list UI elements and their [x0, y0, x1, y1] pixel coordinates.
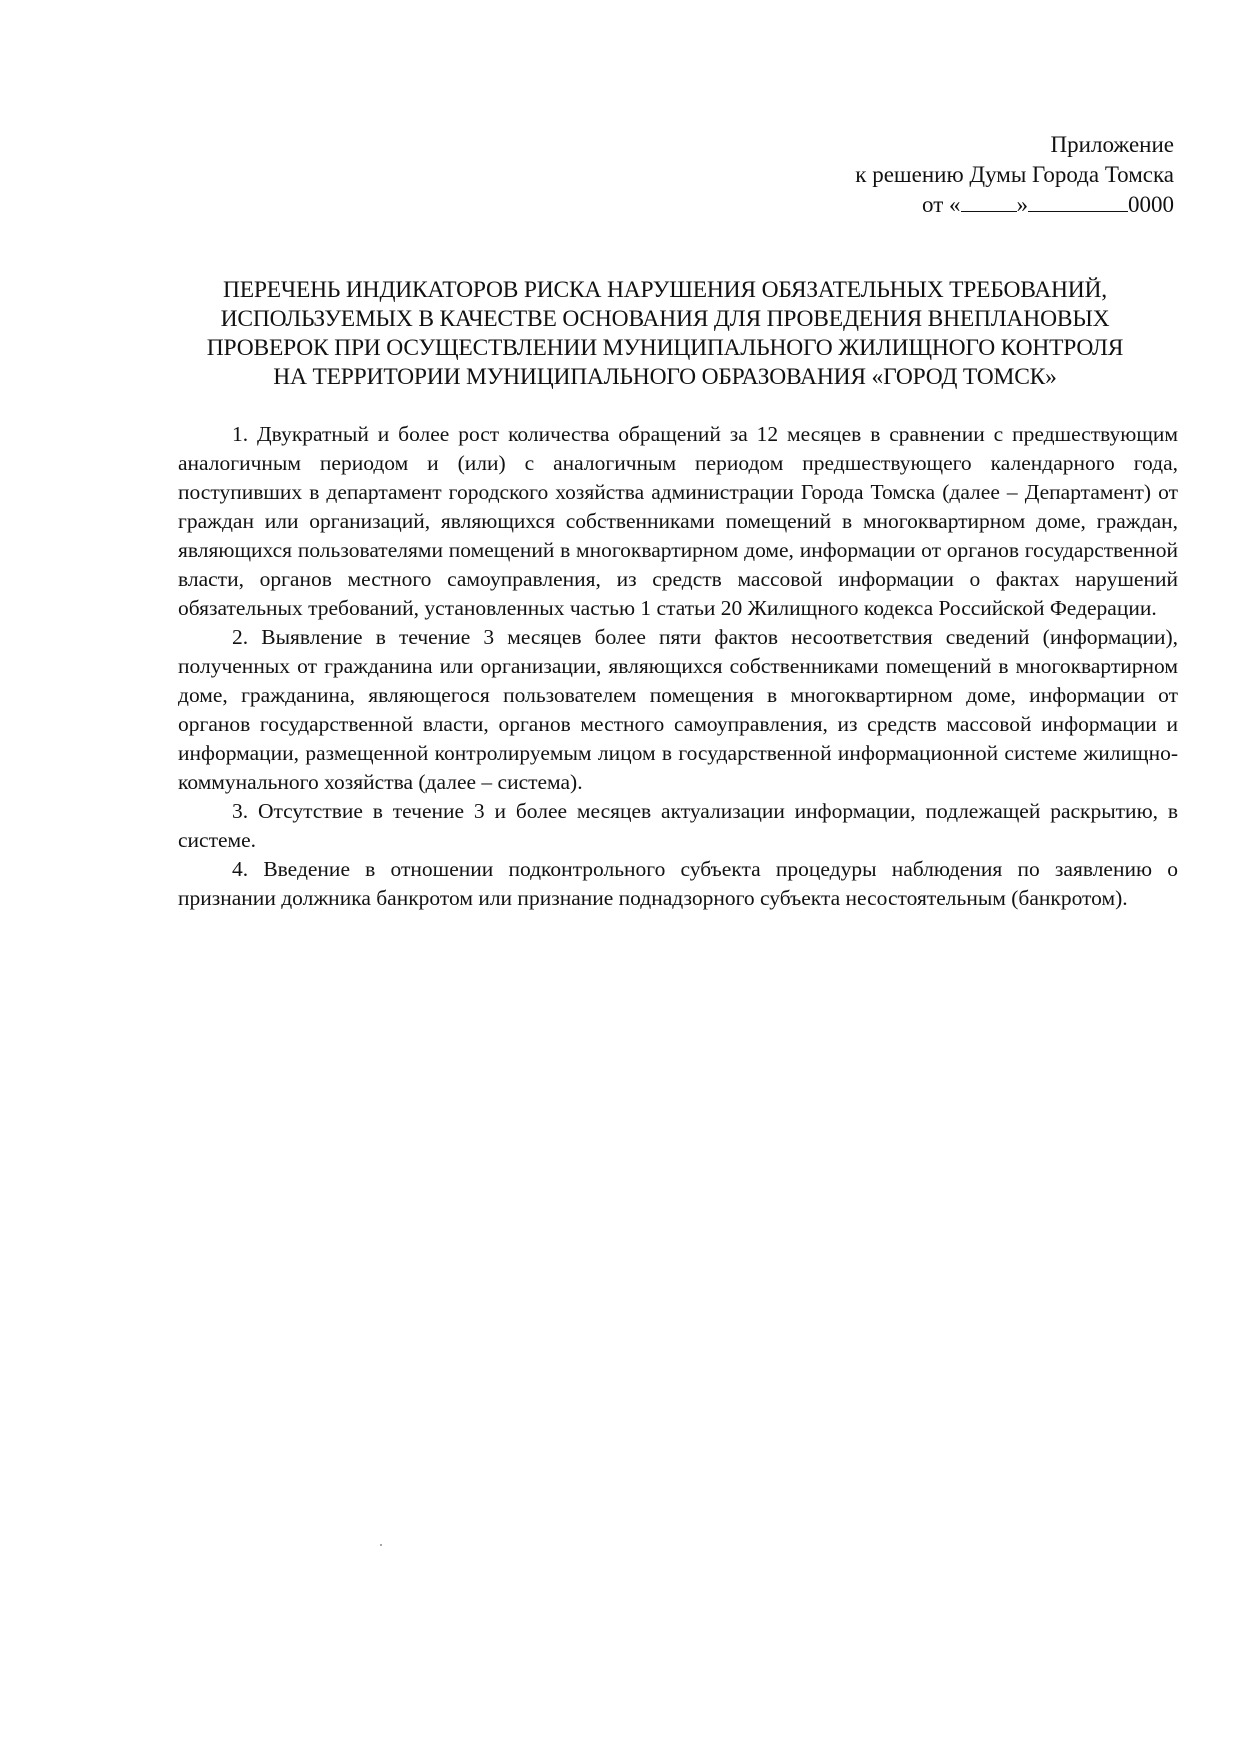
appendix-title: Приложение	[1050, 132, 1174, 157]
list-item-1: 1. Двукратный и более рост количества обращений за 12 месяцев в сравнении с предшествующим аналогичным периодом и (или) с аналогичным периодом предшествующего календарного года, поступивших в департамент городского хозяйства администрации Города Томска (далее – Департамент) от граждан или организаций, являющихся собственниками помещений в многоквартирном доме, граждан, являющихся пользователями помещений в многоквартирном доме, информации от органов государственной власти, органов местного самоуправления, из средств массовой информации о фактах нарушений обязательных требований, установленных частью 1 статьи 20 Жилищного кодекса Российской Федерации.	[178, 422, 1178, 620]
date-prefix: от «	[922, 192, 961, 217]
title-line: ИСПОЛЬЗУЕМЫХ В КАЧЕСТВЕ ОСНОВАНИЯ ДЛЯ ПРОВЕДЕНИЯ ВНЕПЛАНОВЫХ	[220, 306, 1110, 332]
list-item-2: 2. Выявление в течение 3 месяцев более пяти фактов несоответствия сведений (информации), полученных от гражданина или организации, являющихся собственниками помещений в многоквартирном доме, гражданина, являющегося пользователем помещения в многоквартирном доме, информации от органов государственной власти, органов местного самоуправления, из средств массовой информации и информации, размещенной контролируемым лицом в государственной информационной системе жилищно-коммунального хозяйства (далее – система).	[178, 625, 1178, 794]
document-body	[178, 420, 1178, 913]
title-line: ПРОВЕРОК ПРИ ОСУЩЕСТВЛЕНИИ МУНИЦИПАЛЬНОГО ЖИЛИЩНОГО КОНТРОЛЯ	[206, 335, 1124, 361]
list-item-3: 3. Отсутствие в течение 3 и более месяцев актуализации информации, подлежащей раскрытию, в системе.	[178, 799, 1178, 852]
appendix-reference: к решению Думы Города Томска	[855, 162, 1174, 187]
title-line: ПЕРЕЧЕНЬ ИНДИКАТОРОВ РИСКА НАРУШЕНИЯ ОБЯЗАТЕЛЬНЫХ ТРЕБОВАНИЙ,	[222, 277, 1107, 303]
appendix-date	[855, 190, 1174, 220]
appendix-header	[855, 130, 1174, 220]
document-title	[150, 276, 1180, 392]
date-day-blank	[961, 191, 1017, 212]
scan-speck	[380, 1544, 382, 1546]
date-number: 0000	[1128, 192, 1174, 217]
date-mid: »	[1016, 192, 1028, 217]
list-item-4: 4. Введение в отношении подконтрольного субъекта процедуры наблюдения по заявлению о признании должника банкротом или признание поднадзорного субъекта несостоятельным (банкротом).	[178, 857, 1178, 910]
title-line: НА ТЕРРИТОРИИ МУНИЦИПАЛЬНОГО ОБРАЗОВАНИЯ «ГОРОД ТОМСК»	[273, 364, 1057, 390]
date-month-blank	[1028, 191, 1128, 212]
